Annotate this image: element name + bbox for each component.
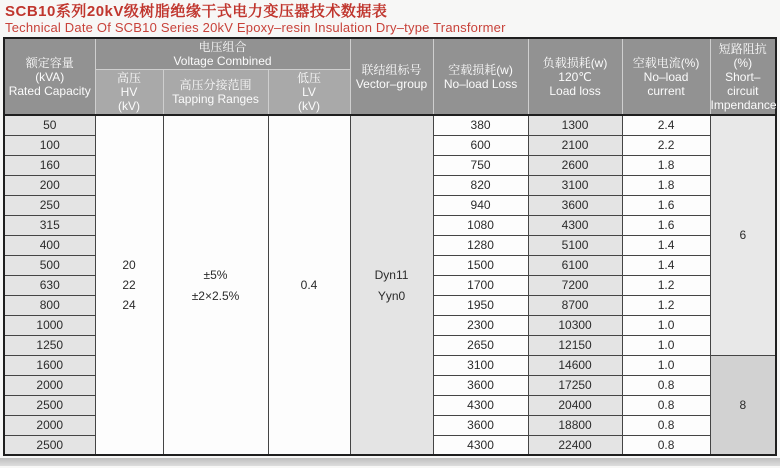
- header-vector-group: 联结组标号 Vector–group: [350, 38, 433, 115]
- capacity-cell: 2500: [4, 435, 95, 455]
- impedance-cell: 8: [710, 355, 776, 455]
- load-loss-cell: 12150: [528, 335, 622, 355]
- hv-values-cell: [95, 115, 163, 455]
- header-no-load-current: 空载电流(%) No–load current: [622, 38, 710, 115]
- hv-value: 22: [122, 278, 136, 292]
- no-load-current-cell: 1.6: [622, 195, 710, 215]
- capacity-cell: 200: [4, 175, 95, 195]
- no-load-current-cell: 2.2: [622, 135, 710, 155]
- title-bar: [0, 0, 780, 37]
- transformer-spec-table: [3, 37, 777, 456]
- header-lv: 低压 LV (kV): [268, 70, 350, 116]
- table-header: [4, 38, 776, 115]
- no-load-loss-cell: 1280: [433, 235, 528, 255]
- load-loss-cell: 18800: [528, 415, 622, 435]
- capacity-cell: 50: [4, 115, 95, 135]
- header-voltage-combined: 电压组合 Voltage Combined: [95, 38, 350, 70]
- load-loss-cell: 20400: [528, 395, 622, 415]
- load-loss-cell: 2100: [528, 135, 622, 155]
- load-loss-cell: 6100: [528, 255, 622, 275]
- load-loss-cell: 3100: [528, 175, 622, 195]
- load-loss-cell: 4300: [528, 215, 622, 235]
- capacity-cell: 2500: [4, 395, 95, 415]
- no-load-current-cell: 0.8: [622, 415, 710, 435]
- no-load-loss-cell: 3600: [433, 375, 528, 395]
- table-row: [4, 115, 776, 135]
- header-load-loss: 负载损耗(w) 120℃ Load loss: [528, 38, 622, 115]
- no-load-loss-cell: 820: [433, 175, 528, 195]
- header-hv: 高压 HV (kV): [95, 70, 163, 116]
- no-load-loss-cell: 3600: [433, 415, 528, 435]
- header-rated-capacity: 额定容量 (kVA) Rated Capacity: [4, 38, 95, 115]
- no-load-current-cell: 1.8: [622, 155, 710, 175]
- load-loss-cell: 5100: [528, 235, 622, 255]
- header-short-circuit-impedance: 短路阻抗(%) Short–circuit Impendance: [710, 38, 776, 115]
- load-loss-cell: 8700: [528, 295, 622, 315]
- capacity-cell: 800: [4, 295, 95, 315]
- tapping-value: ±2×2.5%: [191, 288, 240, 303]
- no-load-current-cell: 2.4: [622, 115, 710, 135]
- capacity-cell: 315: [4, 215, 95, 235]
- capacity-cell: 500: [4, 255, 95, 275]
- load-loss-cell: 22400: [528, 435, 622, 455]
- no-load-current-cell: 1.0: [622, 355, 710, 375]
- load-loss-cell: 10300: [528, 315, 622, 335]
- capacity-cell: 1600: [4, 355, 95, 375]
- load-loss-cell: 7200: [528, 275, 622, 295]
- no-load-current-cell: 0.8: [622, 375, 710, 395]
- load-loss-cell: 17250: [528, 375, 622, 395]
- no-load-current-cell: 1.8: [622, 175, 710, 195]
- capacity-cell: 630: [4, 275, 95, 295]
- capacity-cell: 2000: [4, 415, 95, 435]
- no-load-loss-cell: 4300: [433, 395, 528, 415]
- capacity-cell: 1250: [4, 335, 95, 355]
- no-load-current-cell: 1.0: [622, 315, 710, 335]
- no-load-loss-cell: 1080: [433, 215, 528, 235]
- capacity-cell: 250: [4, 195, 95, 215]
- page-title-zh: SCB10系列20kV级树脂绝缘干式电力变压器技术数据表: [5, 3, 388, 20]
- header-no-load-loss: 空载损耗(w) No–load Loss: [433, 38, 528, 115]
- capacity-cell: 1000: [4, 315, 95, 335]
- no-load-current-cell: 1.2: [622, 275, 710, 295]
- no-load-current-cell: 1.4: [622, 235, 710, 255]
- no-load-loss-cell: 3100: [433, 355, 528, 375]
- no-load-loss-cell: 380: [433, 115, 528, 135]
- no-load-loss-cell: 750: [433, 155, 528, 175]
- load-loss-cell: 3600: [528, 195, 622, 215]
- no-load-current-cell: 0.8: [622, 435, 710, 455]
- load-loss-cell: 2600: [528, 155, 622, 175]
- load-loss-cell: 1300: [528, 115, 622, 135]
- capacity-cell: 100: [4, 135, 95, 155]
- page-title-en: Technical Date Of SCB10 Series 20kV Epoxy–resin Insulation Dry–type Transformer: [5, 20, 506, 35]
- no-load-loss-cell: 1500: [433, 255, 528, 275]
- no-load-current-cell: 0.8: [622, 395, 710, 415]
- tapping-value: ±5%: [203, 267, 228, 282]
- table-body: [4, 115, 776, 455]
- impedance-cell: 6: [710, 115, 776, 355]
- page-bottom-shade: [0, 458, 780, 466]
- no-load-current-cell: 1.6: [622, 215, 710, 235]
- vector-group-cell: [350, 115, 433, 455]
- no-load-current-cell: 1.0: [622, 335, 710, 355]
- capacity-cell: 400: [4, 235, 95, 255]
- no-load-current-cell: 1.2: [622, 295, 710, 315]
- no-load-loss-cell: 2650: [433, 335, 528, 355]
- capacity-cell: 2000: [4, 375, 95, 395]
- no-load-loss-cell: 940: [433, 195, 528, 215]
- hv-value: 20: [122, 258, 136, 272]
- lv-value-cell: 0.4: [268, 115, 350, 455]
- header-tapping-ranges: 高压分接范围 Tapping Ranges: [163, 70, 268, 116]
- no-load-loss-cell: 600: [433, 135, 528, 155]
- no-load-loss-cell: 4300: [433, 435, 528, 455]
- tapping-ranges-cell: [163, 115, 268, 455]
- no-load-loss-cell: 2300: [433, 315, 528, 335]
- load-loss-cell: 14600: [528, 355, 622, 375]
- no-load-current-cell: 1.4: [622, 255, 710, 275]
- hv-value: 24: [122, 298, 136, 312]
- no-load-loss-cell: 1700: [433, 275, 528, 295]
- capacity-cell: 160: [4, 155, 95, 175]
- no-load-loss-cell: 1950: [433, 295, 528, 315]
- vector-group-value: Yyn0: [377, 288, 406, 303]
- vector-group-value: Dyn11: [374, 267, 409, 282]
